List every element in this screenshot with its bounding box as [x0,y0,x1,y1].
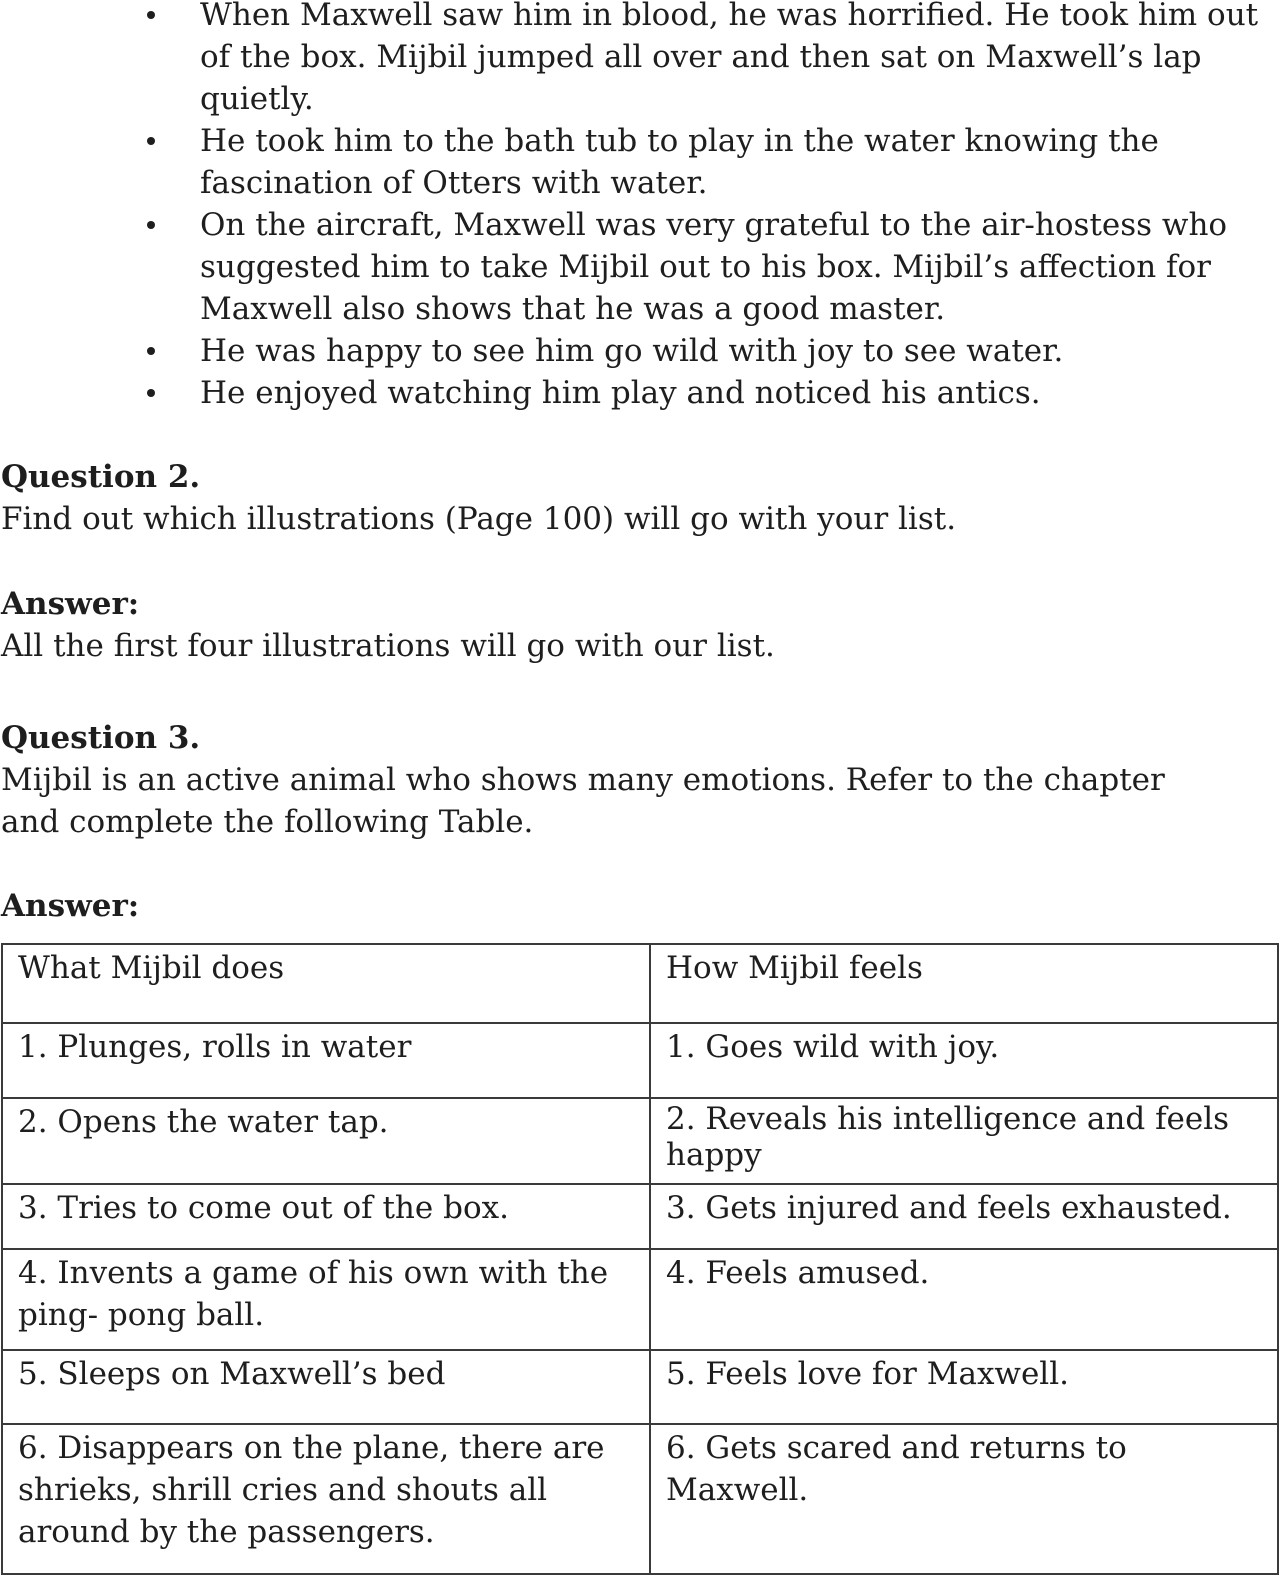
bullet-item [200,204,1280,330]
bullet-text: He enjoyed watching him play and noticed his antics. [200,375,1041,411]
bullet-dot-icon [147,137,155,145]
table-cell: 1. Goes wild with joy. [650,1023,1278,1098]
table-cell: 2. Reveals his intelligence and feels happy [650,1098,1278,1184]
bullet-item [200,120,1280,204]
answer-2-heading: Answer: [1,586,140,622]
bullet-dot-icon [147,221,155,229]
table-cell: 2. Opens the water tap. [2,1098,650,1184]
bullet-text: He was happy to see him go wild with joy to see water. [200,333,1064,369]
table-row [2,1249,1278,1350]
bullet-text: On the aircraft, Maxwell was very grateful to the air-hostess who suggested him to take Mijbil out to his box. Mijbil’s affection for Maxwell also shows that he was a good master. [200,207,1228,327]
table-header-cell: How Mijbil feels [650,944,1278,1023]
table-row [2,1023,1278,1098]
question-2-block [0,456,1280,540]
table-row [2,1350,1278,1424]
table-cell: 3. Tries to come out of the box. [2,1184,650,1249]
question-3-text: Mijbil is an active animal who shows many emotions. Refer to the chapter and complete the following Table. [1,762,1165,840]
question-3-block [0,717,1280,843]
table-row [2,1184,1278,1249]
question-2-text: Find out which illustrations (Page 100) will go with your list. [1,501,957,537]
bullet-dot-icon [147,347,155,355]
bullet-item [200,372,1280,414]
table-cell: 5. Feels love for Maxwell. [650,1350,1278,1424]
question-2-heading: Question 2. [1,459,201,495]
answer-3-block [0,885,1280,927]
answer-3-heading: Answer: [1,888,140,924]
table-cell: 4. Invents a game of his own with the ping- pong ball. [2,1249,650,1350]
bullet-item [200,0,1280,120]
table-cell: 4. Feels amused. [650,1249,1278,1350]
table-row [2,1098,1278,1184]
bullet-text: He took him to the bath tub to play in the water knowing the fascination of Otters with water. [200,123,1159,201]
bullet-item [200,330,1280,372]
answer-2-block [0,583,1280,667]
question-3-heading: Question 3. [1,720,201,756]
table-cell: 6. Disappears on the plane, there are shrieks, shrill cries and shouts all around by the passengers. [2,1424,650,1574]
bullet-text: When Maxwell saw him in blood, he was horrified. He took him out of the box. Mijbil jumped all over and then sat on Maxwell’s lap quietly. [200,0,1259,117]
table-cell: 6. Gets scared and returns to Maxwell. [650,1424,1278,1574]
table-cell: 3. Gets injured and feels exhausted. [650,1184,1278,1249]
bullet-dot-icon [147,389,155,397]
bullet-dot-icon [147,11,155,19]
table-header-row [2,944,1278,1023]
answer-2-text: All the first four illustrations will go with our list. [1,628,775,664]
table-header-cell: What Mijbil does [2,944,650,1023]
answer-bullet-list [0,0,1280,414]
table-row [2,1424,1278,1574]
table-cell: 5. Sleeps on Maxwell’s bed [2,1350,650,1424]
table-cell: 1. Plunges, rolls in water [2,1023,650,1098]
emotions-table [1,943,1279,1575]
